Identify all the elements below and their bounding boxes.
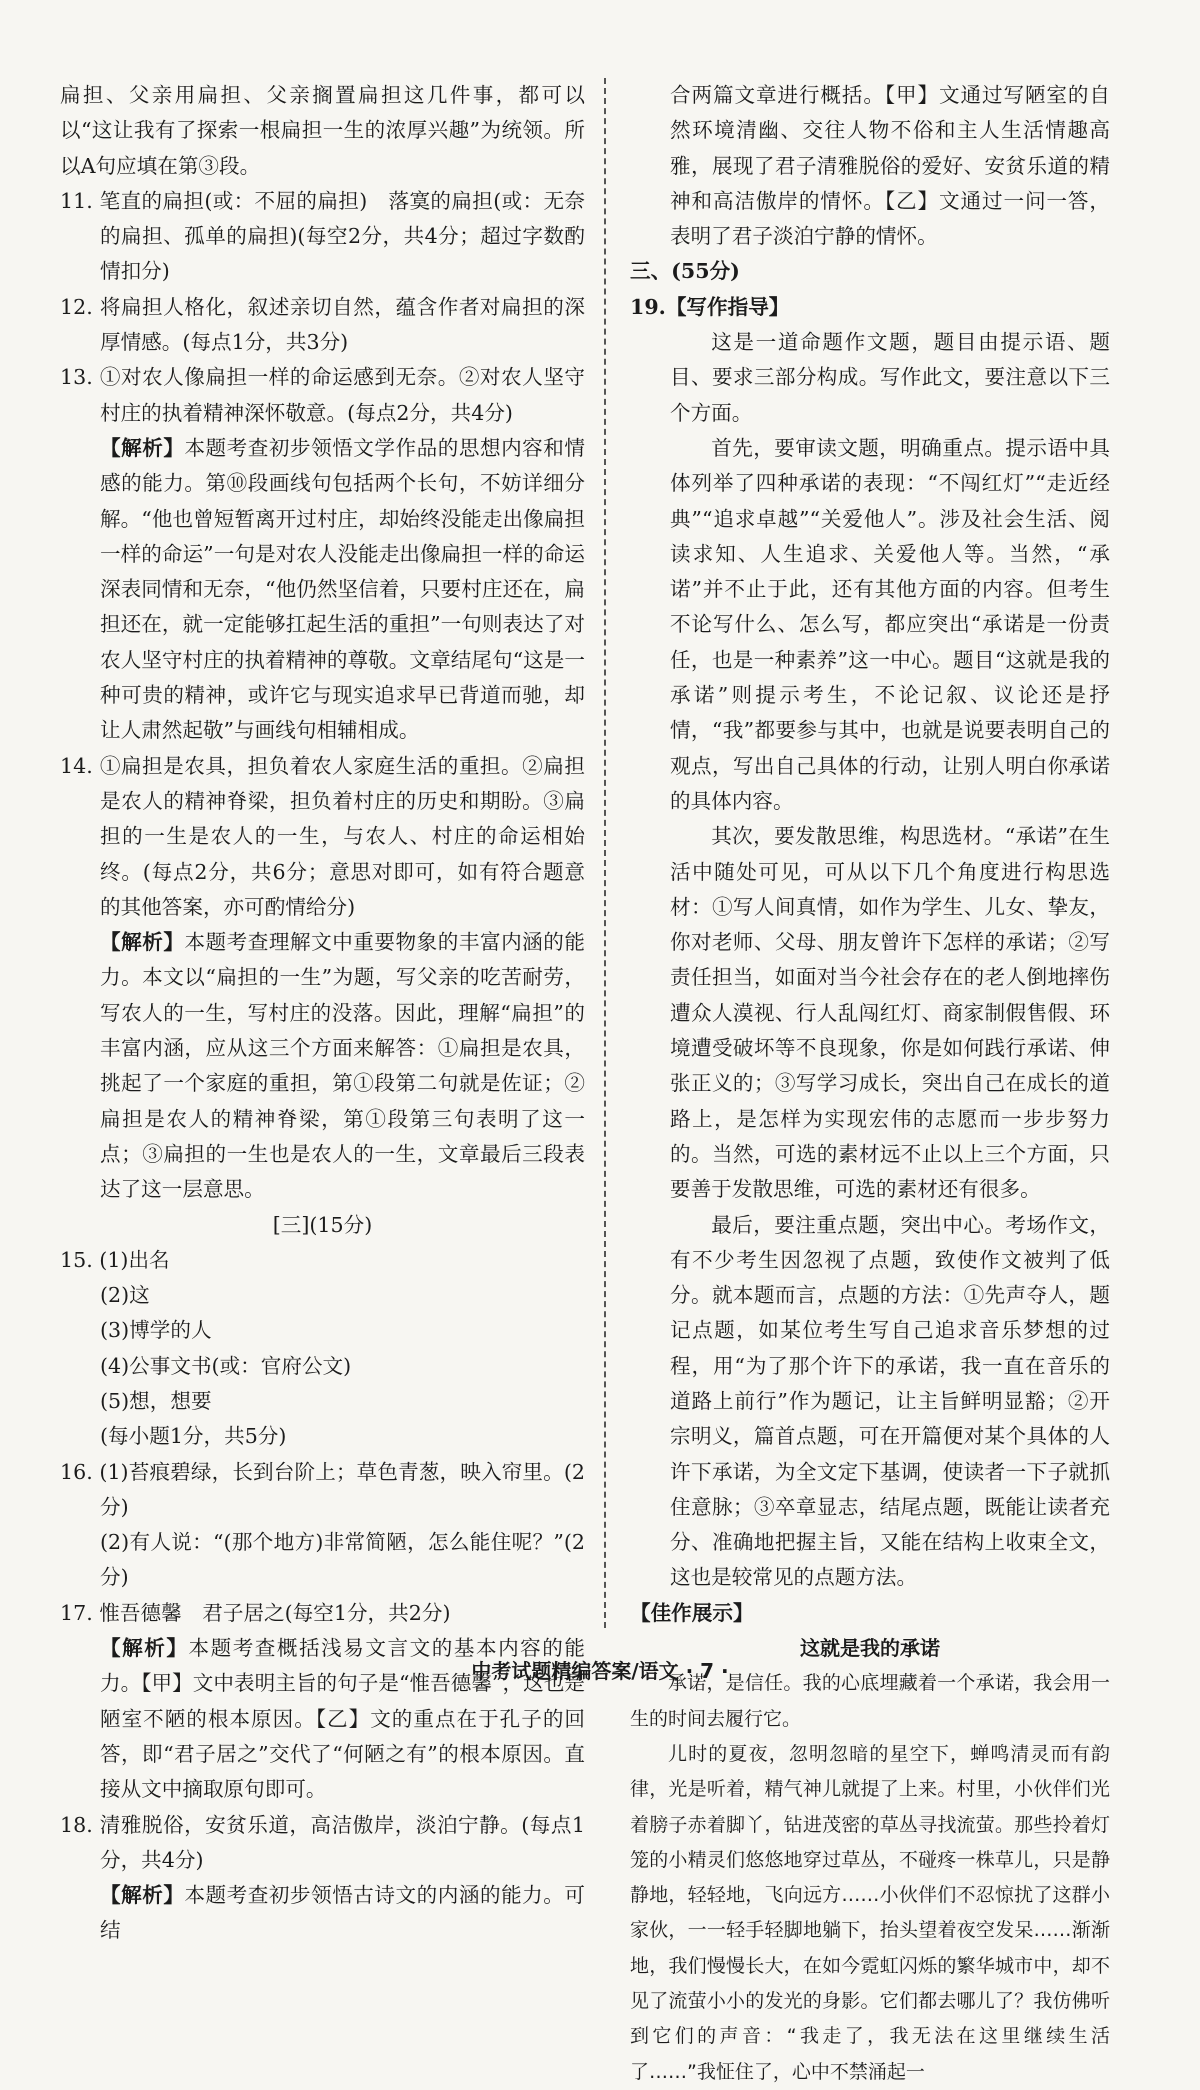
right-column	[630, 78, 1110, 2090]
answer-15: 15. (1)出名	[60, 1247, 170, 1272]
answer-10-continuation: 扁担、父亲用扁担、父亲搁置扁担这几件事，都可以以“这让我有了探索一根扁担一生的浓厚兴趣”为统领。所以A句应填在第③段。	[60, 83, 585, 178]
answer-15-scoring: (每小题1分，共5分)	[100, 1424, 287, 1449]
analysis-tag: 【解析】	[100, 1636, 189, 1661]
analysis-18-continuation: 合两篇文章进行概括。【甲】文通过写陋室的自然环境清幽、交往人物不俗和主人生活情趣高雅，展现了君子清雅脱俗的爱好、安贫乐道的精神和高洁傲岸的情怀。【乙】文通过一问一答，表明了君子淡泊宁静的情怀。	[670, 83, 1110, 249]
answer-13: 13. ①对农人像扁担一样的命运感到无奈。②对农人坚守村庄的执着精神深怀敬意。(每点2分，共4分)	[60, 365, 585, 425]
writing-guide-paragraph: 其次，要发散思维，构思选材。“承诺”在生活中随处可见，可从以下几个角度进行构思选材：①写人间真情，如作为学生、儿女、挚友，你对老师、父母、朋友曾许下怎样的承诺；②写责任担当，如面对当今社会存在的老人倒地摔伤遭众人漠视、行人乱闯红灯、商家制假售假、环境遭受破坏等不良现象，你是如何践行承诺、伸张正义的；③写学习成长，突出自己在成长的道路上，是怎样为实现宏伟的志愿而一步步努力的。当然，可选的素材远不止以上三个方面，只要善于发散思维，可选的素材还有很多。	[670, 824, 1110, 1202]
analysis-17-text: 本题考查概括浅易文言文的基本内容的能力。【甲】文中表明主旨的句子是“惟吾德馨”，这也是陋室不陋的根本原因。【乙】文的重点在于孔子的回答，即“君子居之”交代了“何陋之有”的根本原因。直接从文中摘取原句即可。	[100, 1636, 586, 1802]
analysis-tag: 【解析】	[100, 1883, 185, 1908]
answer-15-item: (5)想，想要	[100, 1388, 212, 1413]
analysis-18-text: 本题考查初步领悟古诗文的内涵的能力。可结	[100, 1883, 585, 1943]
analysis-18	[60, 1878, 585, 1949]
answer-15-item: (2)这	[100, 1283, 150, 1308]
analysis-14-text: 本题考查理解文中重要物象的丰富内涵的能力。本文以“扁担的一生”为题，写父亲的吃苦耐劳，写农人的一生，写村庄的没落。因此，理解“扁担”的丰富内涵，应从这三个方面来解答：①扁担是农具，挑起了一个家庭的重担，第①段第二句就是佐证；②扁担是农人的精神脊梁，第①段第三句表明了这一点；③扁担的一生也是农人的一生，文章最后三段表达了这一层意思。	[100, 930, 585, 1202]
answer-15-item: (4)公事文书(或：官府公文)	[100, 1353, 352, 1378]
writing-guide-paragraph: 这是一道命题作文题，题目由提示语、题目、要求三部分构成。写作此文，要注意以下三个方面。	[670, 330, 1110, 425]
writing-guide-heading: 19.【写作指导】	[630, 294, 790, 319]
essay-paragraph: 儿时的夏夜，忽明忽暗的星空下，蝉鸣清灵而有韵律，光是听着，精气神儿就提了上来。村里，小伙伴们光着膀子赤着脚丫，钻进茂密的草丛寻找流萤。那些拎着灯笼的小精灵们悠悠地穿过草丛，不碰疼一株草儿，只是静静地，轻轻地，飞向远方……小伙伴们不忍惊扰了这群小家伙，一一轻手轻脚地躺下，抬头望着夜空发呆……渐渐地，我们慢慢长大，在如今霓虹闪烁的繁华城市中，却不见了流萤小小的发光的身影。它们都去哪儿了？我仿佛听到它们的声音：“我走了，我无法在这里继续生活了……”我怔住了，心中不禁涌起一	[630, 1742, 1110, 2083]
analysis-14	[60, 925, 585, 1207]
analysis-tag: 【解析】	[100, 435, 185, 460]
column-divider	[604, 78, 606, 1628]
page-footer: 中考试题精编答案/语文 · 7 ·	[471, 1659, 729, 1683]
answer-16: 16. (1)苔痕碧绿，长到台阶上；草色青葱，映入帘里。(2分)	[60, 1459, 585, 1519]
writing-guide-paragraph: 最后，要注重点题，突出中心。考场作文，有不少考生因忽视了点题，致使作文被判了低分。就本题而言，点题的方法：①先声夺人，题记点题，如某位考生写自己追求音乐梦想的过程，用“为了那个许下的承诺，我一直在音乐的道路上前行”作为题记，让主旨鲜明显豁；②开宗明义，篇首点题，可在开篇便对某个具体的人许下承诺，为全文定下基调，使读者一下子就抓住意脉；③卒章显志，结尾点题，既能让读者充分、准确地把握主旨，又能在结构上收束全文，这也是较常见的点题方法。	[670, 1212, 1110, 1590]
analysis-13	[60, 431, 585, 749]
analysis-13-text: 本题考查初步领悟文学作品的思想内容和情感的能力。第⑩段画线句包括两个长句，不妨详细分解。“他也曾短暂离开过村庄，却始终没能走出像扁担一样的命运”一句是对农人没能走出像扁担一样的命运深表同情和无奈，“他仍然坚信着，只要村庄还在，扁担还在，就一定能够扛起生活的重担”一句则表达了对农人坚守村庄的执着精神的尊敬。文章结尾句“这是一种可贵的精神，或许它与现实追求早已背道而驰，却让人肃然起敬”与画线句相辅相成。	[100, 435, 585, 743]
answer-12: 12. 将扁担人格化，叙述亲切自然，蕴含作者对扁担的深厚情感。(每点1分，共3分)	[60, 294, 585, 355]
analysis-tag: 【解析】	[100, 930, 185, 955]
essay-paragraph: 承诺，是信任。我的心底埋藏着一个承诺，我会用一生的时间去履行它。	[630, 1672, 1110, 1730]
answer-18: 18. 清雅脱俗，安贫乐道，高洁傲岸，淡泊宁静。(每点1分，共4分)	[60, 1812, 585, 1872]
essay-title: 这就是我的承诺	[800, 1636, 940, 1661]
answer-11: 11. 笔直的扁担(或：不屈的扁担) 落寞的扁担(或：无奈的扁担、孤单的扁担)(每空2分，共4分；超过字数酌情扣分)	[60, 188, 585, 284]
answer-17: 17. 惟吾德馨 君子居之(每空1分，共2分)	[60, 1600, 451, 1625]
answer-15-item: (3)博学的人	[100, 1318, 212, 1343]
answer-16-part2: (2)有人说：“(那个地方)非常简陋，怎么能住呢？”(2分)	[100, 1530, 585, 1590]
writing-guide-paragraph: 首先，要审读文题，明确重点。提示语中具体列举了四种承诺的表现：“不闯红灯”“走近经典”“追求卓越”“关爱他人”。涉及社会生活、阅读求知、人生追求、关爱他人等。当然，“承诺”并不止于此，还有其他方面的内容。但考生不论写什么、怎么写，都应突出“承诺是一份责任，也是一种素养”这一中心。题目“这就是我的承诺”则提示考生，不论记叙、议论还是抒情，“我”都要参与其中，也就是说要表明自己的观点，写出自己具体的行动，让别人明白你承诺的具体内容。	[670, 435, 1110, 813]
section-three-title: 三、(55分)	[630, 259, 740, 284]
answer-14: 14. ①扁担是农具，担负着农人家庭生活的重担。②扁担是农人的精神脊梁，担负着村庄的历史和期盼。③扁担的一生是农人的一生，与农人、村庄的命运相始终。(每点2分，共6分；意思对即可，如有符合题意的其他答案，亦可酌情给分)	[60, 753, 585, 919]
section-three-heading: [三](15分)	[272, 1212, 373, 1237]
showcase-heading: 【佳作展示】	[630, 1600, 754, 1625]
